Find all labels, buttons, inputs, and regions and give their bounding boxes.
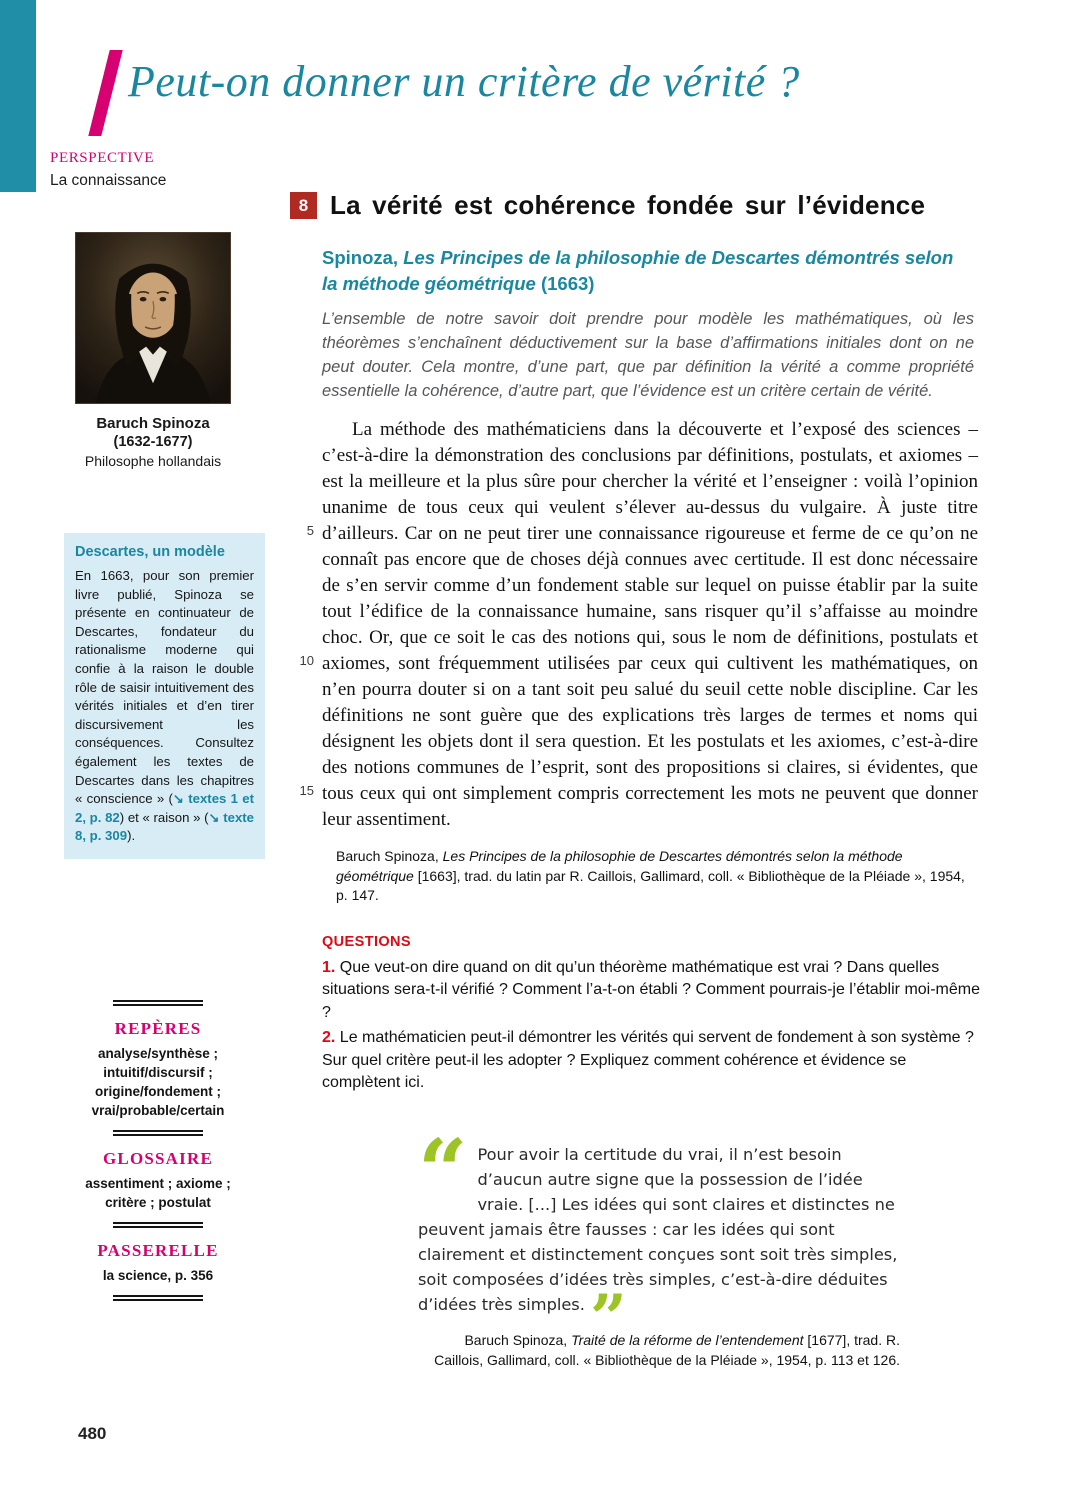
cross-reference-link-1: ↘ textes 1 et 2, p. 82 — [75, 791, 254, 825]
open-quote-icon: “ — [418, 1121, 468, 1222]
passerelle-title: PASSERELLE — [97, 1241, 219, 1260]
divider-rule — [113, 1295, 203, 1301]
question-item — [322, 957, 982, 1025]
close-quote-icon: ” — [590, 1281, 627, 1356]
context-info-box — [64, 533, 265, 859]
citation-work-title: Les Principes de la philosophie de Descartes démontrés selon la méthode géométrique — [336, 848, 903, 884]
question-number: 2. — [322, 1029, 336, 1046]
divider-rule — [113, 1000, 203, 1006]
passerelle-item: la science, p. 356 — [102, 1268, 214, 1283]
reference-column — [60, 990, 256, 1311]
philosopher-name: Baruch Spinoza — [96, 415, 210, 432]
attribution-prefix: Baruch Spinoza, — [464, 1332, 572, 1348]
question-item — [322, 1027, 982, 1095]
info-text-2: ) et « raison » ( — [119, 809, 209, 825]
page-number: 480 — [78, 1424, 107, 1443]
question-number: 1. — [322, 958, 336, 976]
source-citation — [336, 847, 976, 906]
philosophy-text-block — [299, 417, 978, 833]
pullquote-section — [418, 1121, 900, 1370]
source-work-title: Les Principes de la philosophie de Descartes démontrés selon la méthode géométrique — [322, 247, 954, 294]
reperes-item: origine/fondement ; — [95, 1084, 221, 1099]
reperes-item: analyse/synthèse ; — [97, 1046, 219, 1061]
info-box-title: Descartes, un modèle — [75, 544, 225, 560]
questions-title: QUESTIONS — [322, 933, 411, 950]
perspective-label: PERSPECTIVE — [50, 150, 155, 166]
source-author: Spinoza, — [322, 247, 404, 268]
intro-chapeau: L’ensemble de notre savoir doit prendre pour modèle les mathématiques, où les théorèmes s’enchaînent déductivement sur la base d’affirmations initiales dont on ne peut douter. Cela montre, d’une part, que par définition la vérité a comme propriété essentielle la cohérence, d’autre part, que l’évidence est un critère certain de vérité. — [322, 310, 974, 400]
line-number-5: 5 — [306, 523, 314, 538]
cross-reference-link-2: ↘ texte 8, p. 309 — [75, 809, 255, 844]
attribution-work-title: Traité de la réforme de l’entendement — [571, 1332, 804, 1348]
reperes-title: REPÈRES — [114, 1019, 202, 1038]
glossaire-item: assentiment ; axiome ; — [85, 1176, 231, 1191]
portrait-caption — [50, 414, 256, 471]
text-number-badge: 8 — [290, 192, 317, 219]
document-header — [290, 190, 990, 221]
citation-prefix: Baruch Spinoza, — [336, 848, 443, 864]
line-number-15: 15 — [299, 783, 314, 798]
info-box-body — [75, 567, 254, 846]
pullquote-attribution — [418, 1331, 900, 1370]
philosophy-text: La méthode des mathématiciens dans la découverte et l’exposé des sciences – c’est-à-dire la démonstration des conclusions par définitions, postulats, et axiomes – est la meilleure et la plus sûre pour chercher la vérité et l’enseigner : voilà l’opinion unanime de tous ceux qui veulent s’élever au-dessus du vulgaire. À juste titre d’ailleurs. Car on ne peut tirer une connaissance rigoureuse et ferme de ce qu’on ne connaît pas encore que de choses déjà connues avec certitude. Il est donc nécessaire de s’en servir comme d’un fondement stable sur lequel on puisse établir par la suite tout l’édifice de la connaissance humaine, sans risquer qu’il s’affaisse au moindre choc. Or, que ce soit le cas des notions qui, sous le nom de définitions, postulats et axiomes, sont fréquemment utilisées par ceux qui cultivent les mathématiques, on n’en pourra douter si on a tant soit peu salué du seuil cette noble discipline. Car les définitions ne sont guère que des explications très larges de termes et noms qui désignent les objets dont il sera question. Et les postulats et les axiomes, c’est-à-dire des notions communes de l’esprit, sont des propositions si claires, si évidentes, que tous ceux qui ont simplement compris correctement les mots ne peuvent que donner leur assentiment. — [322, 419, 978, 830]
glossaire-item: critère ; postulat — [105, 1195, 211, 1210]
info-text-1: En 1663, pour son premier livre publié, Spinoza se présente en continuateur de Descartes, fondateur du rationalisme moderne qui confie à la raison le double rôle de saisir intuitivement des vérités initiales et d’en tirer discursivement les conséquences. Consultez également les textes de Descartes dans les chapitres « conscience » ( — [75, 568, 254, 807]
main-content — [290, 190, 990, 1098]
title-slash-decoration — [88, 50, 122, 136]
source-heading — [322, 245, 970, 297]
document-heading: La vérité est cohérence fondée sur l’évidence — [330, 190, 926, 220]
philosopher-dates: (1632-1677) — [113, 434, 193, 450]
info-text-3: ). — [127, 828, 136, 844]
question-text: Le mathématicien peut-il démontrer les vérités qui servent de fondement à son système ? Sur quel critère peut-il les adopter ? Expliquez comment cohérence et évidence se complètent ici. — [322, 1029, 974, 1091]
perspective-theme: La connaissance — [50, 172, 167, 189]
corner-accent-bar — [0, 0, 36, 192]
questions-section — [322, 934, 982, 1095]
glossaire-title: GLOSSAIRE — [102, 1149, 213, 1168]
reperes-item: vrai/probable/certain — [91, 1103, 225, 1118]
source-year: (1663) — [535, 273, 595, 294]
spinoza-portrait-image — [75, 232, 231, 404]
philosopher-role: Philosophe hollandais — [84, 453, 222, 469]
divider-rule — [113, 1222, 203, 1228]
line-number-10: 10 — [299, 653, 314, 668]
divider-rule — [113, 1130, 203, 1136]
chapter-title: Peut-on donner un critère de vérité ? — [128, 57, 800, 106]
citation-suffix: [1663], trad. du latin par R. Caillois, Gallimard, coll. « Bibliothèque de la Pléiade », 1954, p. 147. — [336, 867, 965, 903]
question-text: Que veut-on dire quand on dit qu’un théorème mathématique est vrai ? Dans quelles situations sera-t-il vérifié ? Comment l’a-t-on établi ? Comment pourrais-je l’établir moi-même ? — [322, 958, 980, 1021]
attribution-suffix: [1677], trad. R. Caillois, Gallimard, coll. « Bibliothèque de la Pléiade », 1954, p. 113 et 126. — [434, 1332, 900, 1368]
reperes-item: intuitif/discursif ; — [103, 1065, 213, 1080]
pullquote-text: Pour avoir la certitude du vrai, il n’est besoin d’aucun autre signe que la possession de l’idée vraie. [...] Les idées qui sont claires et distinctes ne peuvent jamais être fausses : car les idées qui sont clairement et distinctement conçues sont soit très simples, soit composées d’idées très simples, c’est-à-dire déduites d’idées très simples. — [418, 1145, 898, 1314]
